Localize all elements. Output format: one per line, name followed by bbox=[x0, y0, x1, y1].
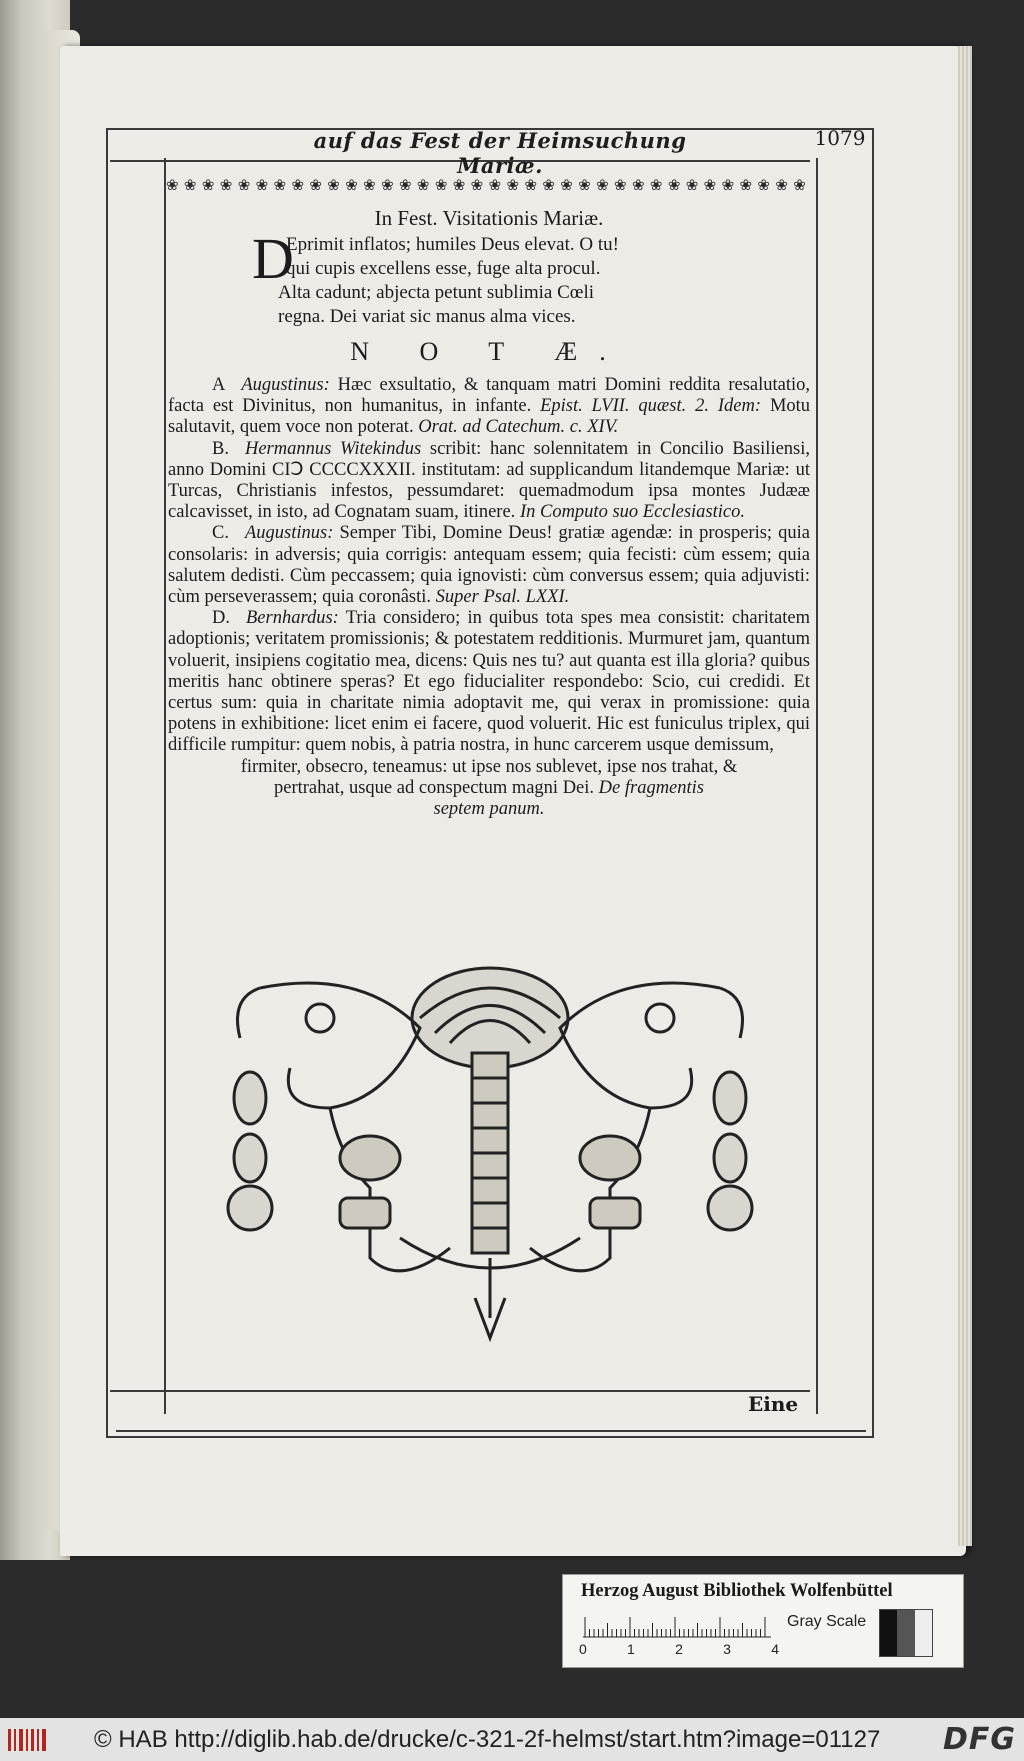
note-author: Augustinus: bbox=[241, 375, 330, 395]
poem-line: qui cupis excellens esse, fuge alta procul. bbox=[286, 258, 601, 279]
poem-line: regna. Dei variat sic manus alma vices. bbox=[278, 306, 576, 327]
note-reference: Super Psal. LXXI. bbox=[435, 587, 570, 608]
ornament-glyph: ❀ bbox=[219, 175, 233, 194]
note-letter: A bbox=[212, 375, 226, 395]
gray-scale-label: Gray Scale bbox=[787, 1613, 867, 1630]
ornament-glyph: ❀ bbox=[488, 175, 502, 194]
ornament-glyph: ❀ bbox=[398, 175, 412, 194]
closing-line: firmiter, obsecro, teneamus: ut ipse nos sublevet, ipse nos trahat, & bbox=[240, 756, 738, 777]
note-letter: D. bbox=[212, 608, 230, 629]
ornament-glyph: ❀ bbox=[452, 175, 466, 194]
note-letter: C. bbox=[212, 523, 229, 544]
dfg-logo: DFG bbox=[942, 1722, 1016, 1757]
poem-title: In Fest. Visitationis Mariæ. bbox=[374, 206, 604, 230]
ornament-glyph: ❀ bbox=[327, 175, 340, 194]
ornament-glyph: ❀ bbox=[309, 175, 322, 194]
ornament-glyph: ❀ bbox=[273, 175, 287, 194]
ornament-glyph: ❀ bbox=[578, 175, 591, 194]
poem-line: Eprimit inflatos; humiles Deus elevat. O tu! bbox=[286, 234, 619, 255]
note-reference: In Computo suo Ecclesiastico. bbox=[519, 502, 745, 523]
ornament-glyph: ❀ bbox=[560, 175, 573, 194]
note-c bbox=[168, 523, 810, 608]
closing-text: pertrahat, usque ad conspectum magni Dei. bbox=[273, 777, 595, 798]
ornament-glyph: ❀ bbox=[291, 175, 305, 194]
ornament-glyph: ❀ bbox=[685, 175, 699, 194]
bottom-rule-outer bbox=[116, 1430, 866, 1432]
note-text: Tria considero; in quibus tota spes mea consistit: charitatem adoptionis; veritatem promissionis; & potestatem redditionis. Murmuret jam, quantum voluerit, insipiens cogitatio mea, dicens: Quis nes tu? aut quanta est illa gloria? quibus meritis hanc obtinere speras? Et ego fiducialiter respondebo: Scio, cui credidi. Et certus sum: quia in charitate nimia adoptavit me, qui verax in promissione: quia potens in exhibitione: licet enim ei facere, quod voluerit. Hic est funiculus triplex, qui difficile rumpitur: quem nobis, à patria nostra, in hunc carcerem usque demissum, bbox=[168, 608, 810, 756]
notae-heading: N O T Æ. bbox=[350, 337, 628, 366]
page-stack-edge bbox=[958, 46, 972, 1546]
ruler-number: 1 bbox=[627, 1641, 635, 1657]
ornament-glyph: ❀ bbox=[721, 175, 735, 194]
ornament-glyph: ❀ bbox=[183, 175, 197, 194]
drop-cap: D bbox=[252, 226, 294, 291]
ornament-glyph: ❀ bbox=[345, 175, 358, 194]
ornament-glyph: ❀ bbox=[201, 175, 215, 194]
note-b bbox=[168, 439, 810, 524]
ornament-glyph: ❀ bbox=[363, 175, 376, 194]
ornament-glyph: ❀ bbox=[381, 175, 394, 194]
catchword: Eine bbox=[748, 1392, 799, 1416]
ruler-numbers bbox=[579, 1641, 779, 1657]
footer-bar bbox=[0, 1718, 1024, 1761]
ornament-glyph: ❀ bbox=[614, 175, 627, 194]
page-number: 1079 bbox=[814, 126, 866, 150]
ornament-glyph: ❀ bbox=[166, 175, 179, 194]
ornament-band bbox=[166, 174, 806, 196]
note-text: Semper Tibi, Domine Deus! gratiæ agendæ: in prosperis; quia consolaris: in adversis; quia corrigis: antequam essem; quia fecisti: cùm essem; quia salutem dedisti. Cùm peccassem; quia ignovisti: cùm conversus essem; quia adjuvisti: cùm perseverassem; quia coronâsti. bbox=[168, 523, 810, 608]
note-a bbox=[168, 375, 810, 439]
ornament-glyph: ❀ bbox=[524, 175, 538, 194]
library-color-card bbox=[562, 1574, 964, 1668]
note-author: Bernhardus: bbox=[246, 608, 339, 629]
closing-reference: septem panum. bbox=[433, 799, 545, 820]
footer-source-link[interactable]: © HAB http://diglib.hab.de/drucke/c-321-2f-helmst/start.htm?image=01127 bbox=[94, 1725, 881, 1753]
ornament-glyph: ❀ bbox=[542, 175, 555, 194]
ruler-number: 4 bbox=[771, 1641, 779, 1657]
ornament-glyph: ❀ bbox=[506, 175, 520, 194]
ruler-number: 2 bbox=[675, 1641, 683, 1657]
ornament-glyph: ❀ bbox=[649, 175, 663, 194]
ornament-glyph: ❀ bbox=[775, 175, 788, 194]
ornament-glyph: ❀ bbox=[667, 175, 681, 194]
note-d bbox=[168, 608, 810, 756]
ornament-glyph: ❀ bbox=[596, 175, 609, 194]
gray-scale-swatch bbox=[879, 1609, 933, 1657]
running-head: auf das Fest der Heimsuchung Mariæ. bbox=[313, 128, 687, 178]
poem bbox=[168, 226, 810, 333]
ornament-glyph: ❀ bbox=[237, 175, 251, 194]
closing-line bbox=[168, 778, 810, 799]
ornament-glyph: ❀ bbox=[416, 175, 430, 194]
ruler-scale bbox=[581, 1615, 791, 1639]
note-text: Hæc exsultatio, & tanquam matri Domini reddita resalutatio, facta est Divinitus, non humanitus, in infante. bbox=[168, 375, 811, 417]
ornament-glyph: ❀ bbox=[434, 175, 448, 194]
closing-reference: De fragmentis bbox=[598, 777, 704, 798]
ruler-number: 3 bbox=[723, 1641, 731, 1657]
ornament-glyph: ❀ bbox=[255, 175, 269, 194]
ornament-glyph: ❀ bbox=[703, 175, 717, 194]
ornament-glyph: ❀ bbox=[739, 175, 753, 194]
poem-line: Alta cadunt; abjecta petunt sublimia Cœli bbox=[278, 282, 595, 303]
note-reference: Orat. ad Catechum. c. XIV. bbox=[418, 417, 619, 438]
woodcut-vignette bbox=[220, 958, 760, 1358]
barcode-icon bbox=[6, 1725, 50, 1755]
note-text: scribit: hanc solennitatem in Concilio Basiliensi, anno Domini CIↃ CCCCXXXII. institutam: ad supplicandum litandemque Mariæ: ut Turcas, Christianis infestos, pessumdaret: quemadmodum ipsa montes Judææ calcavisset, in isto, ad Cognatam suam, itinere. bbox=[168, 438, 811, 523]
note-text: Motu salutavit, quem voce non poterat. bbox=[168, 396, 811, 438]
closing-line bbox=[168, 799, 810, 820]
ornament-glyph: ❀ bbox=[631, 175, 645, 194]
bottom-rule bbox=[110, 1390, 810, 1392]
main-text bbox=[168, 206, 810, 820]
note-letter: B. bbox=[212, 438, 229, 459]
library-name: Herzog August Bibliothek Wolfenbüttel bbox=[581, 1581, 893, 1601]
ornament-glyph: ❀ bbox=[470, 175, 484, 194]
note-reference: Epist. LVII. quæst. 2. Idem: bbox=[540, 396, 762, 417]
ornament-glyph: ❀ bbox=[793, 175, 806, 194]
ruler-number: 0 bbox=[579, 1641, 587, 1657]
ornament-glyph: ❀ bbox=[757, 175, 770, 194]
note-author: Hermannus Witekindus bbox=[244, 438, 422, 459]
note-author: Augustinus: bbox=[244, 523, 334, 544]
